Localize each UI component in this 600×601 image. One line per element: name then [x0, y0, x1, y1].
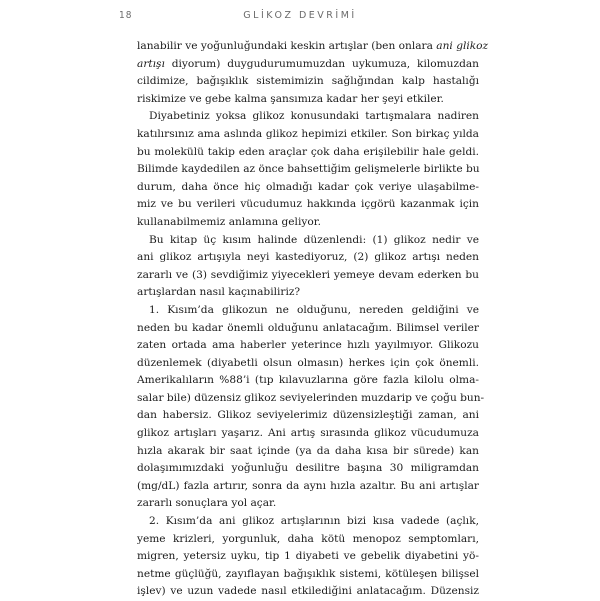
- text-line: hızla akarak bir saat içinde (ya da daha kısa bir sürede) kan: [137, 444, 479, 457]
- text-line: cildimize, bağışıklık sistemimizin sağlığından kalp hastalığı: [137, 75, 479, 88]
- text-line: düzenlemek (diyabetli olsun olmasın) herkes için çok önemli.: [137, 356, 479, 369]
- running-title: GLİKOZ DEVRİMİ: [243, 10, 357, 21]
- text-line: salar bile) düzensiz glikoz seviyelerinden muzdarip ve çoğu bun-: [137, 391, 485, 404]
- text-line: dan habersiz. Glikoz seviyelerimiz düzensizleştiği zaman, ani: [137, 409, 479, 422]
- italic-term: artışı: [137, 57, 165, 70]
- text-line: artışlardan nasıl kaçınabiliriz?: [137, 286, 301, 299]
- text-line: netme güçlüğü, zayıflayan bağışıklık sistemi, kötüleşen bilişsel: [137, 567, 479, 580]
- text-line: zaten ortada ama haberler yeterince hızlı yayılmıyor. Glikozu: [137, 339, 479, 352]
- body-text: [137, 38, 489, 601]
- text-line: zararlı sonuçlara yol açar.: [137, 497, 277, 510]
- text-line: dolaşımımızdaki yoğunluğu desilitre başına 30 miligramdan: [137, 462, 479, 475]
- text-line: kullanabilmemiz anlamına geliyor.: [137, 215, 321, 228]
- text-line: ani glikoz artışıyla neyi kastediyoruz, (2) glikoz artışı neden: [137, 251, 479, 264]
- text-line: 2. Kısım’da ani glikoz artışlarının bizi kısa vadede (açlık,: [149, 515, 479, 528]
- page-header: [0, 10, 600, 26]
- text-line: yeme krizleri, yorgunluk, daha kötü menopoz semptomları,: [137, 532, 479, 545]
- text-line: 1. Kısım’da glikozun ne olduğunu, nereden geldiğini ve: [149, 303, 479, 316]
- text-line: migren, yetersiz uyku, tip 1 diyabeti ve gebelik diyabetini yö-: [137, 550, 479, 563]
- text-line: artışı diyorum) duygudurumumuzdan uykumuza, kilomuzdan: [137, 57, 479, 70]
- text-line: Amerikalıların %88’i (tıp kılavuzlarına göre fazla kilolu olma-: [137, 374, 479, 387]
- text-line: Bilimde kaydedilen az önce bahsettiğim gelişmelerle birlikte bu: [137, 163, 480, 176]
- italic-term: ani glikoz: [436, 40, 489, 52]
- text-line: Bu kitap üç kısım halinde düzenlendi: (1) glikoz nedir ve: [149, 233, 479, 246]
- text-line: Diyabetiniz yoksa glikoz konusundaki tartışmalara nadiren: [149, 110, 479, 123]
- page-number: 18: [119, 10, 133, 21]
- text-line: lanabilir ve yoğunluğundaki keskin artışlar (ben onlara ani glikoz: [137, 40, 489, 52]
- text-line: miz ve bu verileri vücudumuz hakkında içgörü kazanmak için: [137, 198, 479, 211]
- text-line: neden bu kadar önemli olduğunu anlatacağım. Bilimsel veriler: [137, 321, 479, 334]
- text-line: durum, daha önce hiç olmadığı kadar çok veriye ulaşabilme-: [137, 180, 479, 193]
- text-line: katılırsınız ama aslında glikoz hepimizi etkiler. Son birkaç yılda: [137, 127, 479, 140]
- text-line: bu molekülü takip eden araçlar çok daha erişilebilir hale geldi.: [137, 145, 479, 158]
- text-line: zararlı ve (3) sevdiğimiz yiyecekleri yemeye devam ederken bu: [137, 268, 479, 281]
- text-line: işlev) ve uzun vadede nasıl etkilediğini anlatacağım. Düzensiz: [137, 585, 479, 598]
- text-line: glikoz artışları yaşarız. Ani artış sırasında glikoz vücudumuza: [137, 427, 479, 440]
- text-line: (mg/dL) fazla artırır, sonra da aynı hızla azaltır. Bu ani artışlar: [137, 479, 479, 492]
- text-line: riskimize ve gebe kalma şansımıza kadar her şeyi etkiler.: [137, 92, 444, 105]
